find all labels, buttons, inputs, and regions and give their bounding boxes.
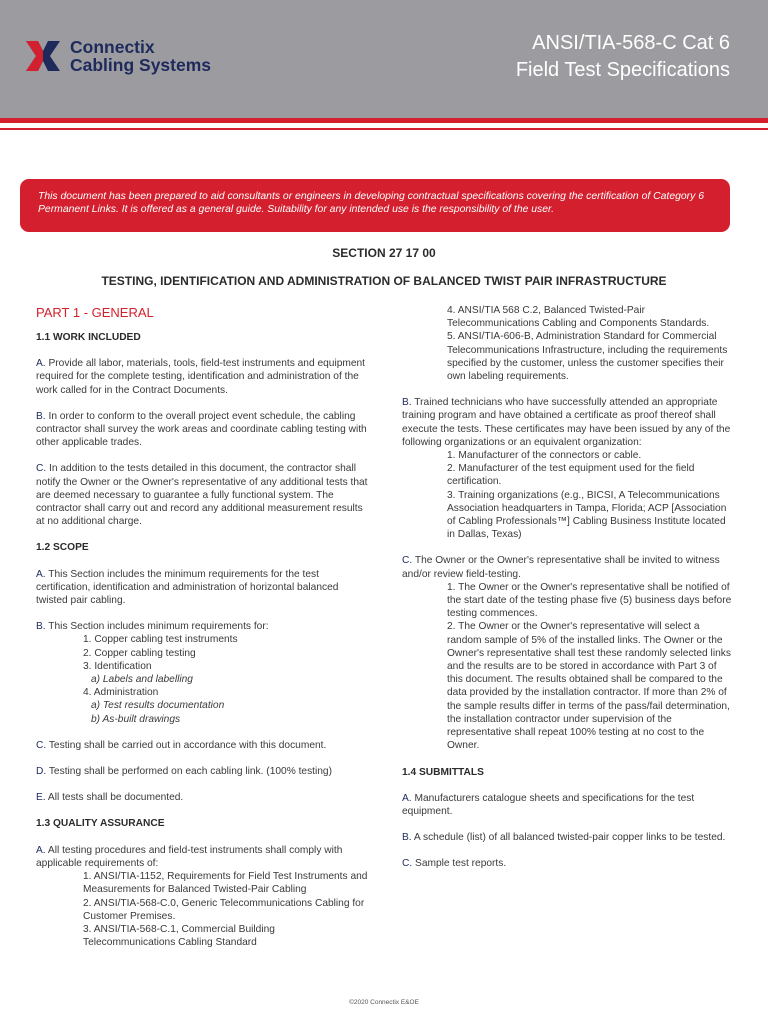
header-stripe-red	[0, 118, 768, 123]
paragraph-1-2-b: B. This Section includes minimum requirements for: 1. Copper cabling test instruments 2. Copper cabling testing 3. Identification a) Labels and labelling 4. Administration a) Test results documentation b) As-built drawings	[36, 621, 269, 725]
list-item: 1. The Owner or the Owner's representative shall be notified of the start date of the testing phase five (5) business days before testing commences.	[447, 581, 732, 620]
logo-line-1: Connectix	[70, 37, 155, 57]
list-item: 3. Training organizations (e.g., BICSI, A Telecommunications Association headquarters in Tampa, Florida; ACP [Association of Cabling Professionals™] Cabling Business Institute located in Dallas, Texas)	[447, 489, 727, 541]
page-footer: ©2020 Connectix E&OE	[349, 999, 419, 1006]
heading-1-1: 1.1 WORK INCLUDED	[36, 332, 141, 343]
list-item: 2. ANSI/TIA-568-C.0, Generic Telecommunications Cabling for Customer Premises.	[83, 897, 365, 922]
list-item: 1. ANSI/TIA-1152, Requirements for Field Test Instruments and Measurements for Balanced Twisted-Pair Cabling	[83, 871, 368, 896]
list-item: 3. ANSI/TIA-568-C.1, Commercial Building Telecommunications Cabling Standard	[83, 923, 275, 949]
list-item: 2. Manufacturer of the test equipment used for the field certification.	[447, 463, 695, 488]
paragraph-1-1-b: B. In order to conform to the overall project event schedule, the cabling contractor shall survey the work areas and coordinate cabling testing with other applicable trades.	[36, 410, 367, 449]
list-item: b) As-built drawings	[91, 713, 181, 725]
paragraph-1-1-a: A. Provide all labor, materials, tools, field-test instruments and equipment required for the complete testing, identification and administration of the work called for in the Contract Documents.	[36, 358, 366, 396]
logo-line-2: Cabling Systems	[70, 55, 212, 75]
paragraph-1-2-d: D. Testing shall be performed on each cabling link. (100% testing)	[36, 766, 332, 778]
document-title	[516, 30, 730, 84]
list-item: a) Test results documentation	[91, 700, 225, 712]
list-item: 2. The Owner or the Owner's representative will select a random sample of 5% of the installed links. The Owner or the Owner's representative shall test these randomly selected links and the results are to be stored in accordance with Part 3 of this document. The results obtained shall be compared to the data provided by the installation contractor. If more than 2% of the sample results differ in terms of the pass/fail determination, the installation contractor under supervision of the representative shall repeat 100% testing at no cost to the Owner.	[447, 621, 731, 752]
paragraph-1-4-a: A. Manufacturers catalogue sheets and specifications for the test equipment.	[402, 792, 695, 817]
list-item: 5. ANSI/TIA-606-B, Administration Standard for Commercial Telecommunications Infrastructure, including the requirements specified by the customer, unless the customer specifies their own labeling requirements.	[447, 331, 728, 383]
connectix-logo-icon	[26, 39, 60, 73]
paragraph-1-3-a: A. All testing procedures and field-test instruments shall comply with applicable requirements of:	[36, 844, 343, 869]
paragraph-1-2-c: C. Testing shall be carried out in accordance with this document.	[36, 739, 327, 751]
paragraph-1-1-c: C. In addition to the tests detailed in this document, the contractor shall notify the Owner or the Owner's representative of any additional tests that are deemed necessary to guarantee a fully functional system. The contractor shall carry out and record any additional measurement results at no additional charge.	[36, 463, 368, 528]
list-item: 1. Copper cabling test instruments	[83, 634, 238, 646]
paragraph-1-2-e: E. All tests shall be documented.	[36, 792, 184, 804]
paragraph-1-3-c: C. The Owner or the Owner's representative shall be invited to witness and/or review field-testing.	[402, 555, 720, 580]
header-stripe-red-thin	[0, 128, 768, 130]
disclaimer-banner: This document has been prepared to aid consultants or engineers in developing contractual specifications covering the certification of Category 6 Permanent Links. It is offered as a general guide. Suitability for any intended use is the responsibility of the user.	[20, 179, 730, 232]
right-column	[402, 304, 734, 884]
heading-1-3: 1.3 QUALITY ASSURANCE	[36, 818, 165, 830]
left-column	[36, 305, 368, 949]
paragraph-1-3-b: B. Trained technicians who have successfully attended an appropriate training program and have obtained a certificate as proof thereof shall execute the tests. These certificates may have been issued by any of the following organizations or an equivalent organization:	[402, 397, 731, 448]
list-item: 1. Manufacturer of the connectors or cable.	[447, 450, 642, 462]
list-item: 3. Identification	[83, 660, 152, 672]
list-item: a) Labels and labelling	[91, 674, 193, 686]
part-title: PART 1 - GENERAL	[36, 305, 154, 320]
list-item: 2. Copper cabling testing	[83, 647, 196, 659]
paragraph-1-4-c: C. Sample test reports.	[402, 858, 507, 870]
list-item: 4. ANSI/TIA 568 C.2, Balanced Twisted-Pair Telecommunications Cabling and Components Standards.	[447, 305, 710, 330]
standards-list-continued	[402, 304, 734, 383]
section-number: SECTION 27 17 00	[332, 246, 436, 260]
list-item: 4. Administration	[83, 687, 159, 699]
owner-list	[402, 581, 734, 753]
heading-1-2: 1.2 SCOPE	[36, 542, 89, 554]
title-line-2: Field Test Specifications	[515, 59, 730, 81]
section-title: TESTING, IDENTIFICATION AND ADMINISTRATION OF BALANCED TWIST PAIR INFRASTRUCTURE	[101, 274, 667, 288]
paragraph-1-2-a: A. This Section includes the minimum requirements for the test certification, identification and administration of horizontal balanced twisted pair cabling.	[36, 568, 339, 607]
standards-list	[36, 870, 368, 949]
heading-1-4: 1.4 SUBMITTALS	[402, 766, 484, 778]
page-header	[0, 0, 768, 118]
title-line-1: ANSI/TIA-568-C Cat 6	[532, 32, 730, 54]
paragraph-1-4-b: B. A schedule (list) of all balanced twisted-pair copper links to be tested.	[402, 832, 726, 844]
company-logo	[26, 38, 211, 74]
training-list	[402, 449, 734, 541]
